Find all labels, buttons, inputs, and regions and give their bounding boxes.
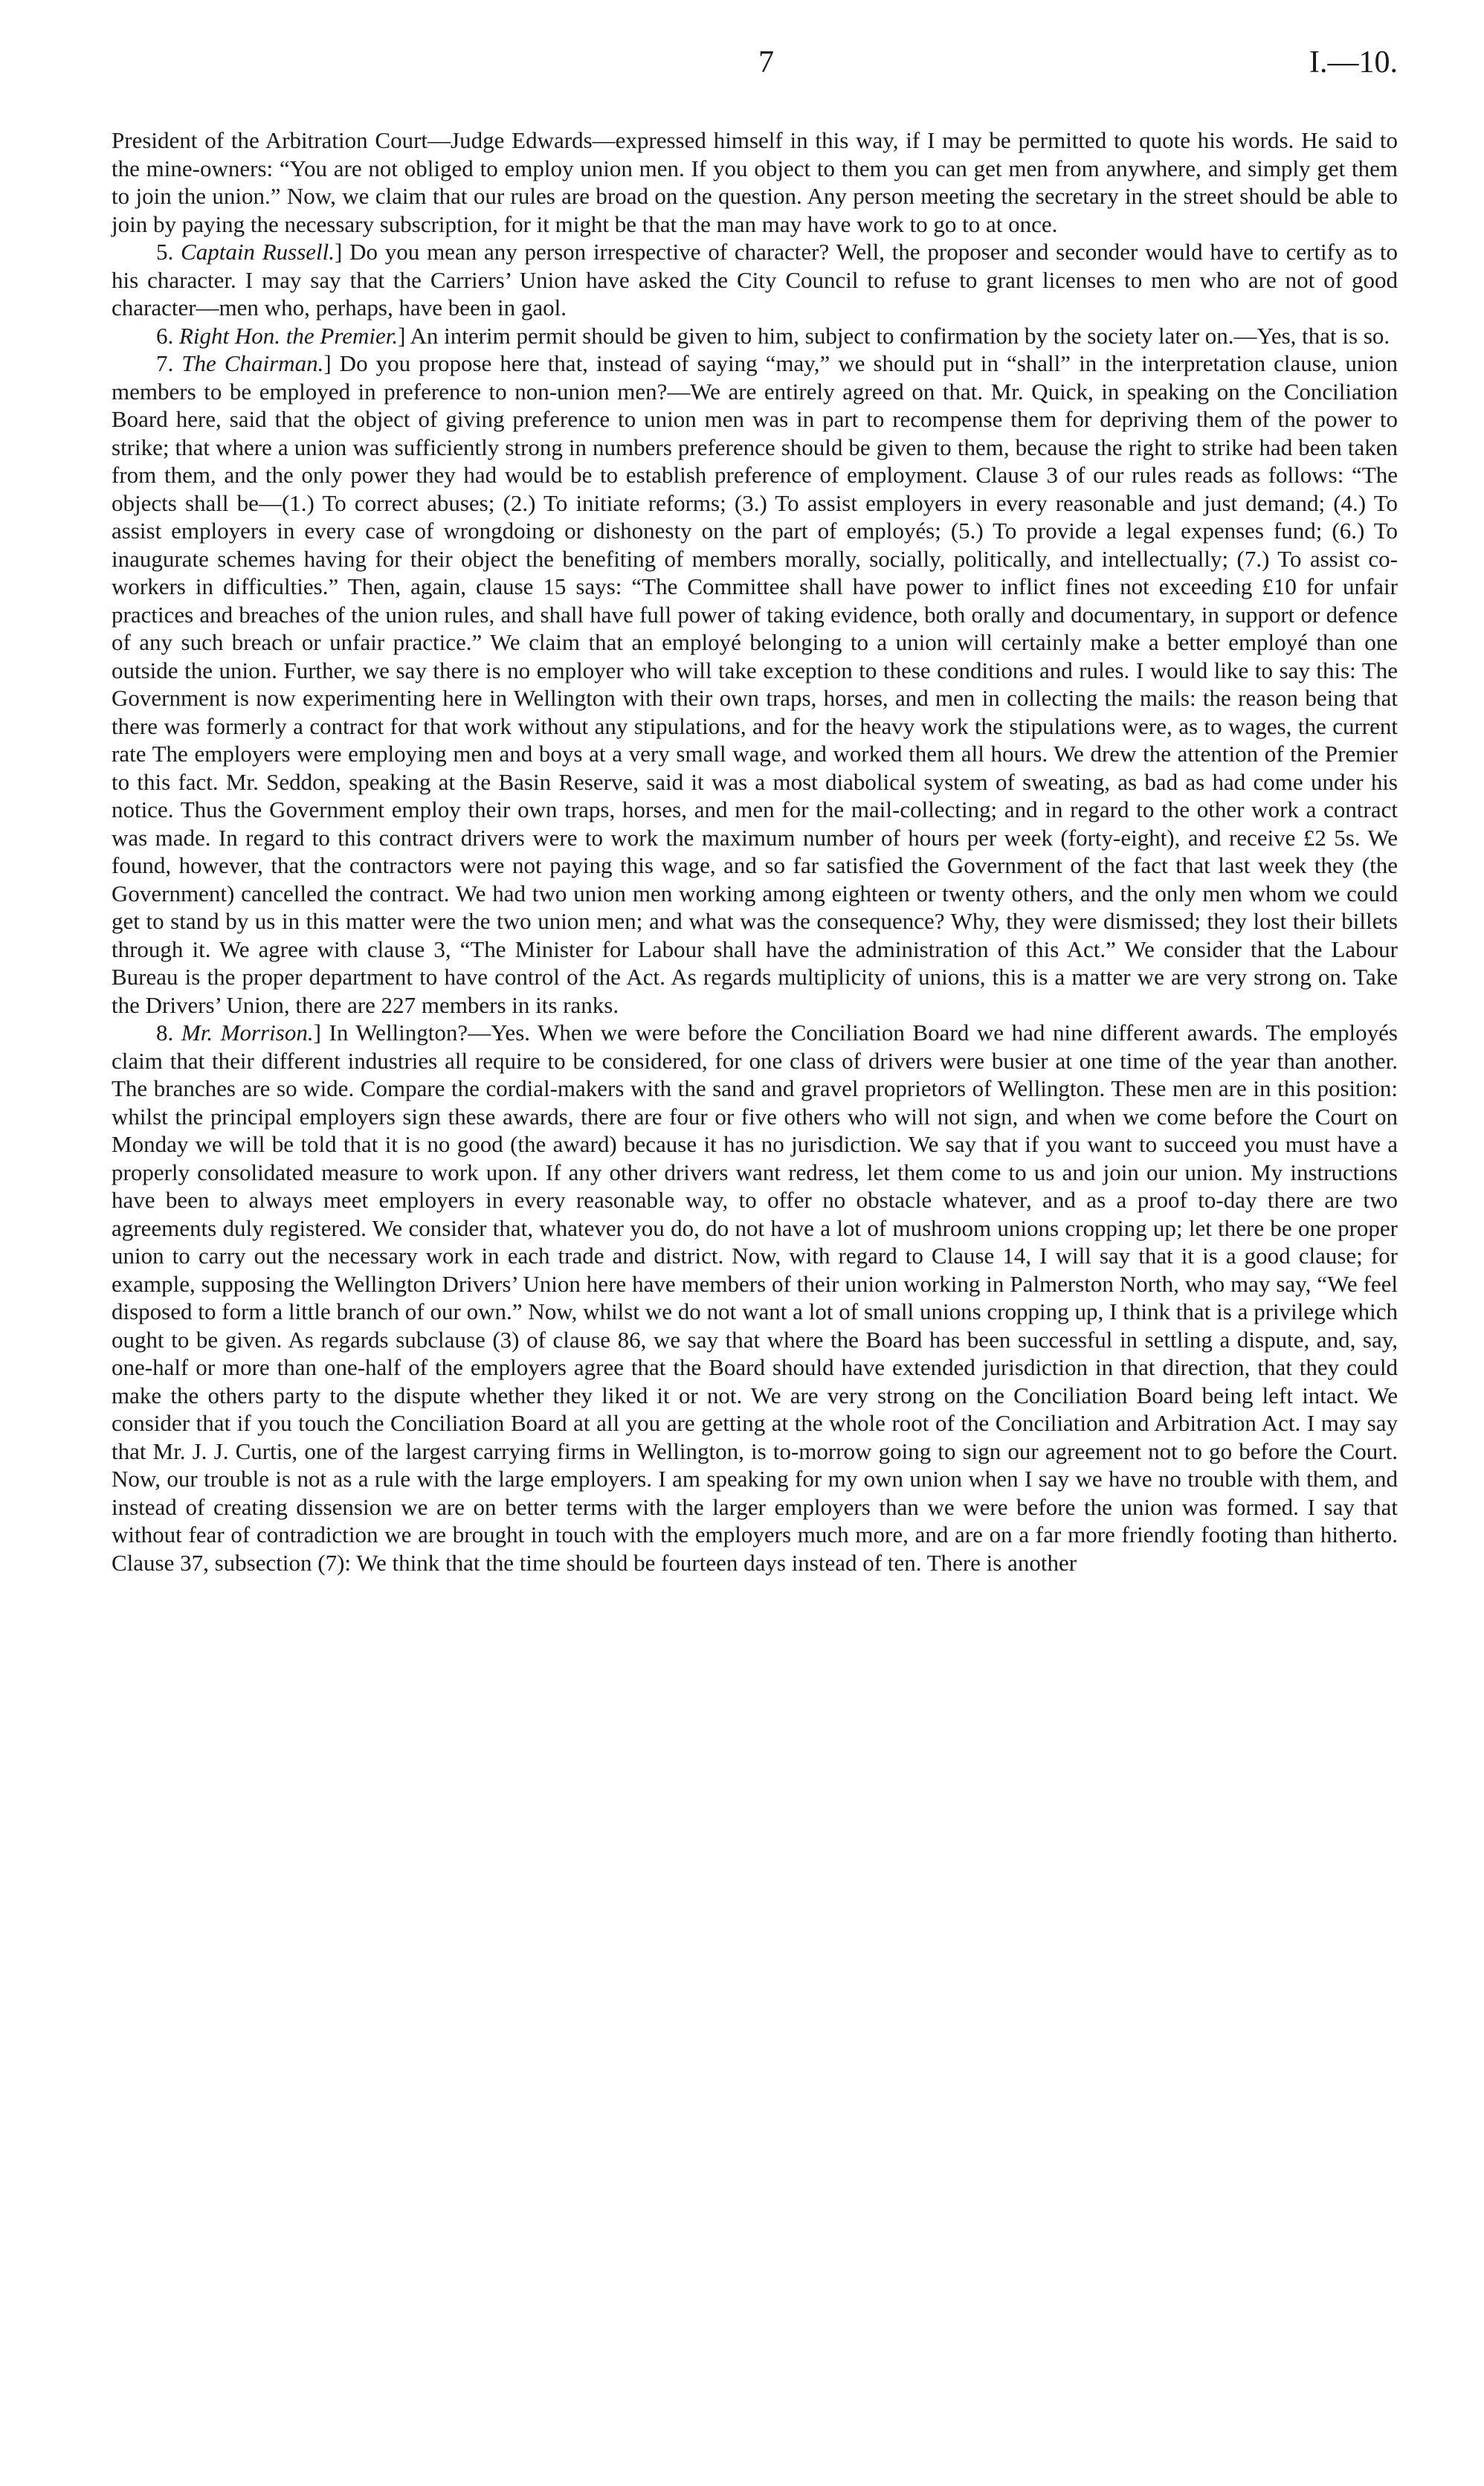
paragraph xyxy=(112,238,1398,322)
paragraph-number: 7. xyxy=(156,350,174,376)
paragraph-text: President of the Arbitration Court—Judge Edwards—expressed himself in this way, if I may be permitted to quote his words. He said to the mine-owners: “You are not obliged to employ union men. If you object to them you can get men from anywhere, and simply get them to join the union.” Now, we claim that our rules are broad on the question. Any person meeting the secretary in the street should be able to join by paying the necessary subscription, for it might be that the man may have work to go to at once. xyxy=(112,127,1398,237)
speaker-name: Mr. Morrison. xyxy=(181,1020,314,1046)
paragraph-number: 6. xyxy=(156,322,174,349)
paragraph xyxy=(112,350,1398,1019)
document-body xyxy=(112,126,1398,1577)
paragraph-number: 5. xyxy=(156,239,174,265)
speaker-name: The Chairman. xyxy=(181,350,324,376)
paragraph-number: 8. xyxy=(156,1020,174,1046)
speaker-name: Captain Russell. xyxy=(181,239,335,265)
paragraph xyxy=(112,1019,1398,1577)
paragraph xyxy=(112,126,1398,238)
page-number: 7 xyxy=(758,45,774,80)
paragraph xyxy=(112,322,1398,350)
paragraph-text: ] Do you propose here that, instead of saying “may,” we should put in “shall” in the interpretation clause, union members to be employed in preference to non-union men?—We are entirely agreed on that. Mr. Quick, in speaking on the Conciliation Board here, said that the object of giving preference to union men was in part to recompense them for depriving them of the power to strike; that where a union was sufficiently strong in numbers preference should be given to them, because the right to strike had been taken from them, and the only power they had would be to establish preference of employment. Clause 3 of our rules reads as follows: “The objects shall be—(1.) To correct abuses; (2.) To initiate reforms; (3.) To assist employers in every reasonable and just demand; (4.) To assist employers in every case of wrongdoing or dishonesty on the part of employés; (5.) To provide a legal expenses fund; (6.) To inaugurate schemes having for their object the benefiting of members morally, socially, politically, and intellectually; (7.) To assist co-workers in difficulties.” Then, again, clause 15 says: “The Committee shall have power to inflict fines not exceeding £10 for unfair practices and breaches of the union rules, and shall have full power of taking evidence, both orally and documentary, in support or defence of any such breach or unfair practice.” We claim that an employé belonging to a union will certainly make a better employé than one outside the union. Further, we say there is no employer who will take exception to these conditions and rules. I would like to say this: The Government is now experimenting here in Wellington with their own traps, horses, and men in collecting the mails: the reason being that there was formerly a contract for that work without any stipulations, and for the heavy work the stipulations were, as to wages, the current rate The employers were employing men and boys at a very small wage, and worked them all hours. We drew the attention of the Premier to this fact. Mr. Seddon, speaking at the Basin Reserve, said it was a most diabolical system of sweating, as bad as had come under his notice. Thus the Government employ their own traps, horses, and men for the mail-collecting; and in regard to the other work a contract was made. In regard to this contract drivers were to work the maximum number of hours per week (forty-eight), and receive £2 5s. We found, however, that the contractors were not paying this wage, and so far satisfied the Government of the fact that last week they (the Government) cancelled the contract. We had two union men working among eighteen or twenty others, and the only men whom we could get to stand by us in this matter were the two union men; and what was the consequence? Why, they were dismissed; they lost their billets through it. We agree with clause 3, “The Minister for Labour shall have the administration of this Act.” We consider that the Labour Bureau is the proper department to have control of the Act. As regards multiplicity of unions, this is a matter we are very strong on. Take the Drivers’ Union, there are 227 members in its ranks. xyxy=(112,350,1398,1018)
speaker-name: Right Hon. the Premier. xyxy=(179,322,399,349)
paragraph-text: ] Do you mean any person irrespective of character? Well, the proposer and seconder would have to certify as to his character. I may say that the Carriers’ Union have asked the City Council to refuse to grant licenses to men who are not of good character—men who, perhaps, have been in gaol. xyxy=(112,239,1398,321)
paragraph-text: ] An interim permit should be given to him, subject to confirmation by the society later on.—Yes, that is so. xyxy=(398,322,1390,349)
paragraph-text: ] In Wellington?—Yes. When we were before the Conciliation Board we had nine different awards. The employés claim that their different industries all require to be considered, for one class of drivers were busier at one time of the year than another. The branches are so wide. Compare the cordial-makers with the sand and gravel proprietors of Wellington. These men are in this position: whilst the principal employers sign these awards, there are four or five others who will not sign, and when we come before the Court on Monday we will be told that it is no good (the award) because it has no jurisdiction. We say that if you want to succeed you must have a properly consolidated measure to work upon. If any other drivers want redress, let them come to us and join our union. My instructions have been to always meet employers in every reasonable way, to offer no obstacle whatever, and as a proof to-day there are two agreements duly registered. We consider that, whatever you do, do not have a lot of mushroom unions cropping up; let there be one proper union to carry out the necessary work in each trade and district. Now, with regard to Clause 14, I will say that it is a good clause; for example, supposing the Wellington Drivers’ Union here have members of their union working in Palmerston North, who may say, “We feel disposed to form a little branch of our own.” Now, whilst we do not want a lot of small unions cropping up, I think that is a privilege which ought to be given. As regards subclause (3) of clause 86, we say that where the Board has been successful in settling a dispute, and, say, one-half or more than one-half of the employers agree that the Board should have extended jurisdiction in that direction, that they could make the others party to the dispute whether they liked it or not. We are very strong on the Conciliation Board being left intact. We consider that if you touch the Conciliation Board at all you are getting at the whole root of the Conciliation and Arbitration Act. I may say that Mr. J. J. Curtis, one of the largest carrying firms in Wellington, is to-morrow going to sign our agreement not to go before the Court. Now, our trouble is not as a rule with the large employers. I am speaking for my own union when I say we have no trouble with them, and instead of creating dissension we are on better terms with the larger employers than we were before the union was formed. I say that without fear of contradiction we are brought in touch with the employers much more, and are on a far more friendly footing than hitherto. Clause 37, subsection (7): We think that the time should be fourteen days instead of ten. There is another xyxy=(112,1020,1398,1576)
document-reference: I.—10. xyxy=(1309,45,1398,80)
page-header xyxy=(112,45,1398,126)
document-page xyxy=(112,45,1398,2461)
